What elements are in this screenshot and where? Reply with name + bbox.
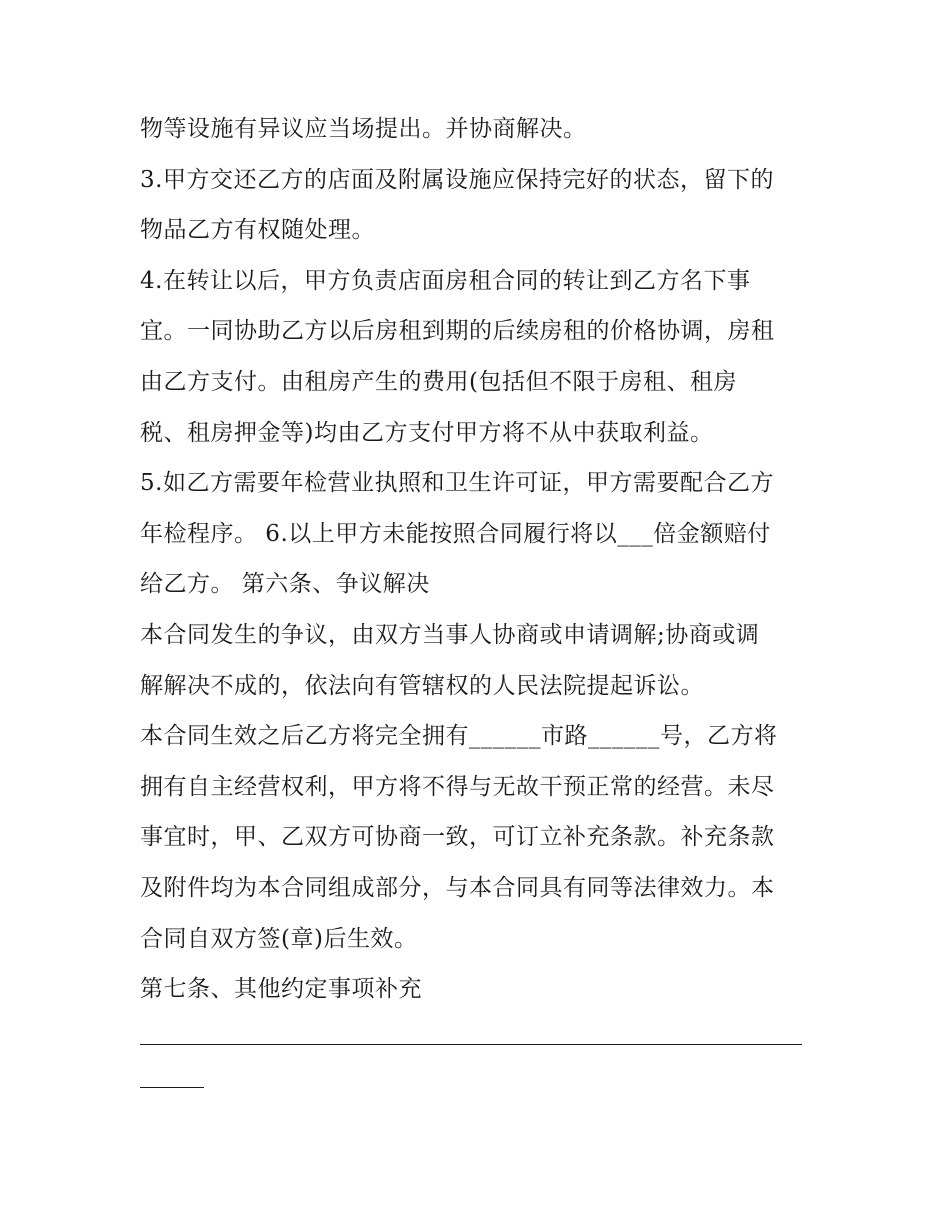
- text-line-12: 解解决不成的，依法向有管辖权的人民法院提起诉讼。: [140, 673, 704, 699]
- text-line-4: 4.在转让以后，甲方负责店面房租合同的转让到乙方名下事: [140, 268, 751, 294]
- text-line-11: 本合同发生的争议，由双方当事人协商或申请调解;协商或调: [140, 622, 760, 648]
- text-line-2: 3.甲方交还乙方的店面及附属设施应保持完好的状态，留下的: [140, 167, 774, 193]
- text-line-14: 拥有自主经营权利，甲方将不得与无故干预正常的经营。未尽: [140, 774, 775, 800]
- text-line-3: 物品乙方有权随处理。: [140, 217, 375, 243]
- fill-in-rule-short: [140, 1087, 204, 1088]
- text-line-6: 由乙方支付。由租房产生的费用(包括但不限于房租、租房: [140, 369, 737, 395]
- text-line-7: 税、租房押金等)均由乙方支付甲方将不从中获取利益。: [140, 420, 714, 446]
- text-line-16: 及附件均为本合同组成部分，与本合同具有同等法律效力。本: [140, 875, 775, 901]
- text-line-18: 第七条、其他约定事项补充: [140, 976, 422, 1002]
- text-line-5: 宜。一同协助乙方以后房租到期的后续房租的价格协调，房租: [140, 318, 775, 344]
- text-line-10: 给乙方。 第六条、争议解决: [140, 571, 430, 597]
- text-line-15: 事宜时，甲、乙双方可协商一致，可订立补充条款。补充条款: [140, 824, 775, 850]
- text-line-1: 物等设施有异议应当场提出。并协商解决。: [140, 116, 587, 142]
- fill-in-rule-long: [140, 1044, 802, 1045]
- text-line-9: 年检程序。 6.以上甲方未能按照合同履行将以___倍金额赔付: [140, 521, 771, 547]
- text-line-8: 5.如乙方需要年检营业执照和卫生许可证，甲方需要配合乙方: [140, 470, 774, 496]
- text-line-17: 合同自双方签(章)后生效。: [140, 926, 418, 952]
- text-line-13: 本合同生效之后乙方将完全拥有______市路______号，乙方将: [140, 723, 778, 749]
